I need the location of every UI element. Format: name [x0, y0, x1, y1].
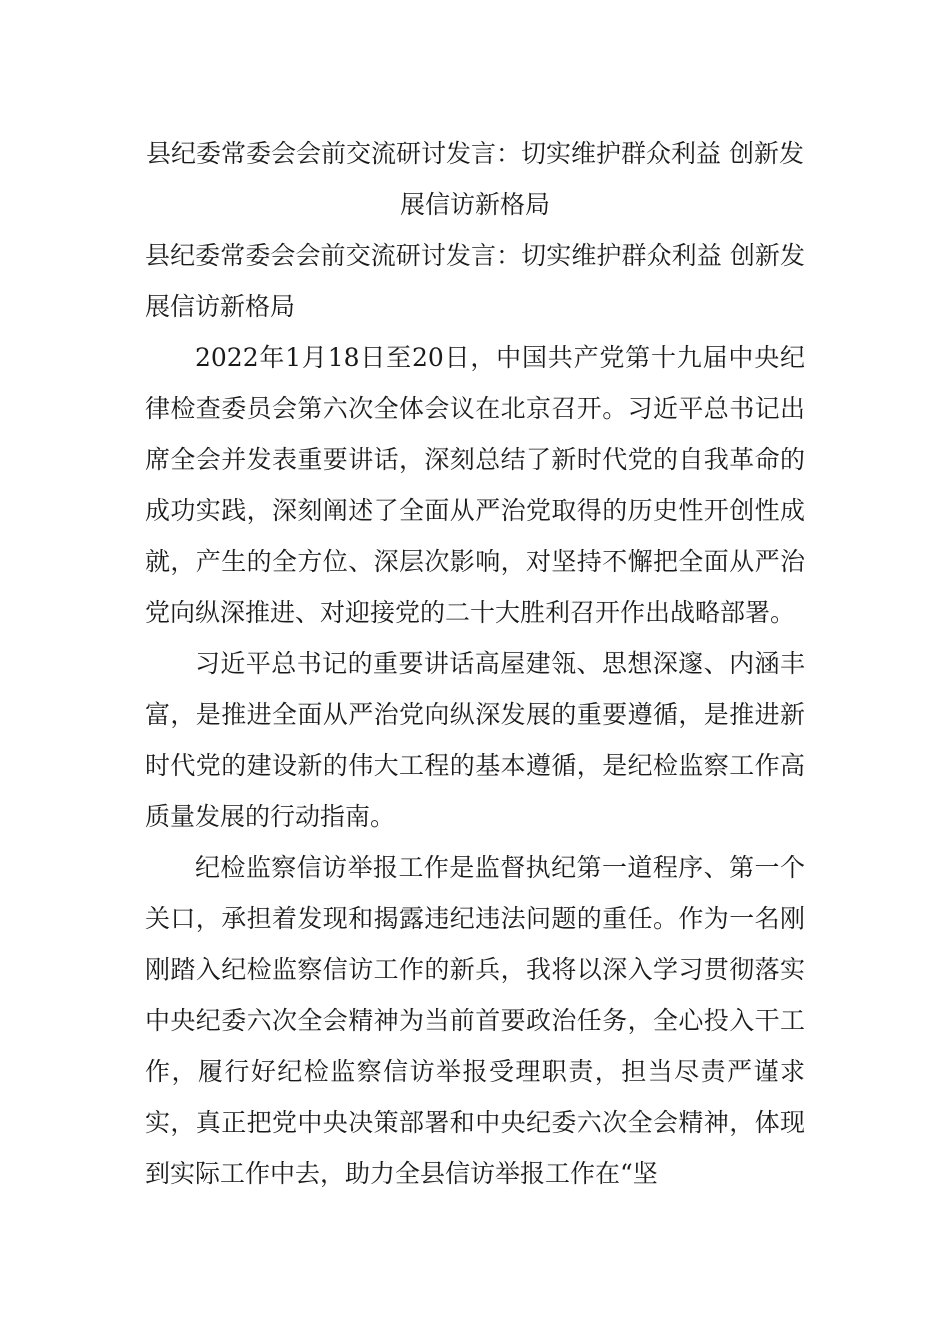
document-title: 县纪委常委会会前交流研讨发言：切实维护群众利益 创新发展信访新格局 — [146, 139, 804, 219]
paragraph-2: 习近平总书记的重要讲话高屋建瓴、思想深邃、内涵丰富，是推进全面从严治党向纵深发展的重要遵循，是推进新时代党的建设新的伟大工程的基本遵循，是纪检监察工作高质量发展的行动指南。 — [145, 649, 805, 831]
paragraph-1: 2022年1月18日至20日，中国共产党第十九届中央纪律检查委员会第六次全体会议在北京召开。习近平总书记出席全会并发表重要讲话，深刻总结了新时代党的自我革命的成功实践，深刻阐述了全面从严治党取得的历史性开创性成就，产生的全方位、深层次影响，对坚持不懈把全面从严治党向纵深推进、对迎接党的二十大胜利召开作出战略部署。 — [145, 343, 805, 627]
document-subtitle: 县纪委常委会会前交流研讨发言：切实维护群众利益 创新发展信访新格局 — [145, 241, 805, 321]
document-page — [145, 128, 805, 1199]
paragraph-3: 纪检监察信访举报工作是监督执纪第一道程序、第一个关口，承担着发现和揭露违纪违法问题的重任。作为一名刚刚踏入纪检监察信访工作的新兵，我将以深入学习贯彻落实中央纪委六次全会精神为当前首要政治任务，全心投入干工作，履行好纪检监察信访举报受理职责，担当尽责严谨求实，真正把党中央决策部署和中央纪委六次全会精神，体现到实际工作中去，助力全县信访举报工作在“坚 — [145, 853, 805, 1188]
